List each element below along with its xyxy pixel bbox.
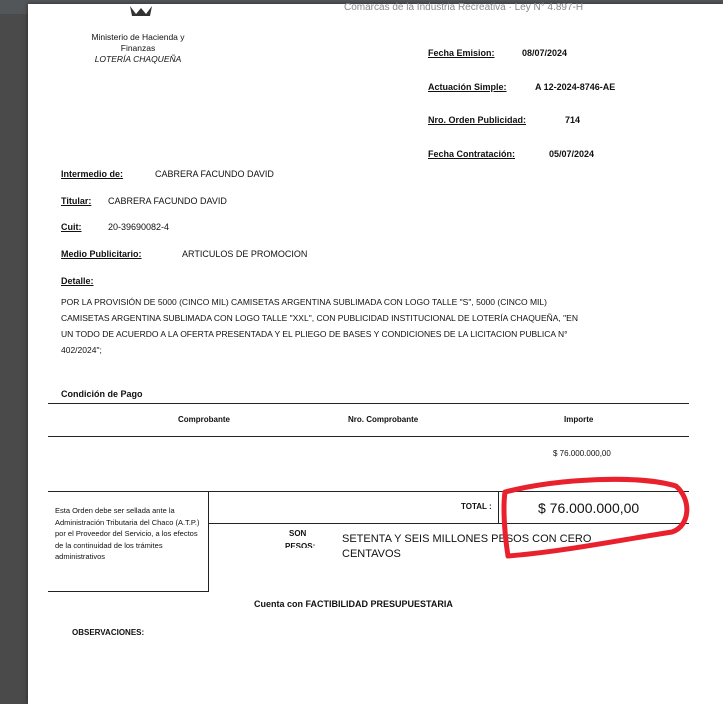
intermedio-label: Intermedio de: <box>61 169 124 179</box>
org-line-2: Finanzas <box>120 43 156 53</box>
atp-note: Esta Orden debe ser sellada ante la Administración Tributaria del Chaco (A.T.P.) por el Proveedor del Servicio, a los efectos de la continuidad de los trámites administrativos <box>55 506 200 561</box>
cuit-value: 20-39690082-4 <box>108 222 170 232</box>
cut-header-text: Comarcas de la Industria Recreativa · Ley N° 4.897-H <box>344 2 584 13</box>
total-value: $ 76.000.000,00 <box>538 500 640 516</box>
org-line-1: Ministerio de Hacienda y <box>91 32 185 42</box>
org-line-3: LOTERÍA CHAQUEÑA <box>94 54 182 64</box>
row-importe: $ 76.000.000,00 <box>553 449 611 458</box>
titular-value: CABRERA FACUNDO DAVID <box>108 196 227 206</box>
organization-block <box>68 32 208 65</box>
orden-value: 714 <box>565 115 581 125</box>
titular-label: Titular: <box>61 196 92 206</box>
orden-label: Nro. Orden Publicidad: <box>428 115 527 125</box>
col-importe: Importe <box>564 415 594 424</box>
table-bottom-line <box>48 491 689 492</box>
total-divider <box>498 491 499 523</box>
total-bottom-line <box>208 523 689 524</box>
fecha-emision-value: 08/07/2024 <box>522 48 568 58</box>
son-label: SON <box>289 529 307 538</box>
medio-value: ARTICULOS DE PROMOCION <box>182 249 308 259</box>
detalle-label: Detalle: <box>61 276 94 286</box>
intermedio-value: CABRERA FACUNDO DAVID <box>155 169 274 179</box>
col-comprobante: Comprobante <box>178 415 230 424</box>
detalle-text: POR LA PROVISIÓN DE 5000 (CINCO MIL) CAMISETAS ARGENTINA SUBLIMADA CON LOGO TALLE "S", 5000 (CINCO MIL) CAMISETAS ARGENTINA SUBLIMADA CON LOGO TALLE "XXL", CON PUBLICIDAD INSTITUCIONAL DE LOTERÍA CHAQUEÑA, "EN UN TODO DE ACUERDO A LA OFERTA PRESENTADA Y EL PLIEGO DE BASES Y CONDICIONES DE LA LICITACION PUBLICA N° 402/2024"; <box>61 297 578 355</box>
total-label: TOTAL : <box>461 502 492 511</box>
note-divider <box>208 491 209 591</box>
cuit-label: Cuit: <box>61 222 82 232</box>
crest-icon <box>128 4 154 18</box>
fecha-emision-label: Fecha Emision: <box>428 48 495 58</box>
table-top-line <box>48 403 689 404</box>
son-pesos-text: SETENTA Y SEIS MILLONES PESOS CON CERO CENTAVOS <box>342 533 592 560</box>
factibilidad-text: Cuenta con FACTIBILIDAD PRESUPUESTARIA <box>254 599 453 609</box>
medio-label: Medio Publicitario: <box>61 249 142 259</box>
pesos-label: PESOS: <box>285 542 316 548</box>
actuacion-value: A 12-2024-8746-AE <box>535 82 616 92</box>
contratacion-value: 05/07/2024 <box>549 149 595 159</box>
payment-title: Condición de Pago <box>61 389 143 399</box>
table-header-line <box>48 436 689 437</box>
actuacion-label: Actuación Simple: <box>428 82 507 92</box>
col-nro-comprobante: Nro. Comprobante <box>348 415 419 424</box>
observaciones-label: OBSERVACIONES: <box>72 628 145 637</box>
note-bottom-line <box>48 591 209 592</box>
contratacion-label: Fecha Contratación: <box>428 149 516 159</box>
document-page <box>28 4 723 704</box>
